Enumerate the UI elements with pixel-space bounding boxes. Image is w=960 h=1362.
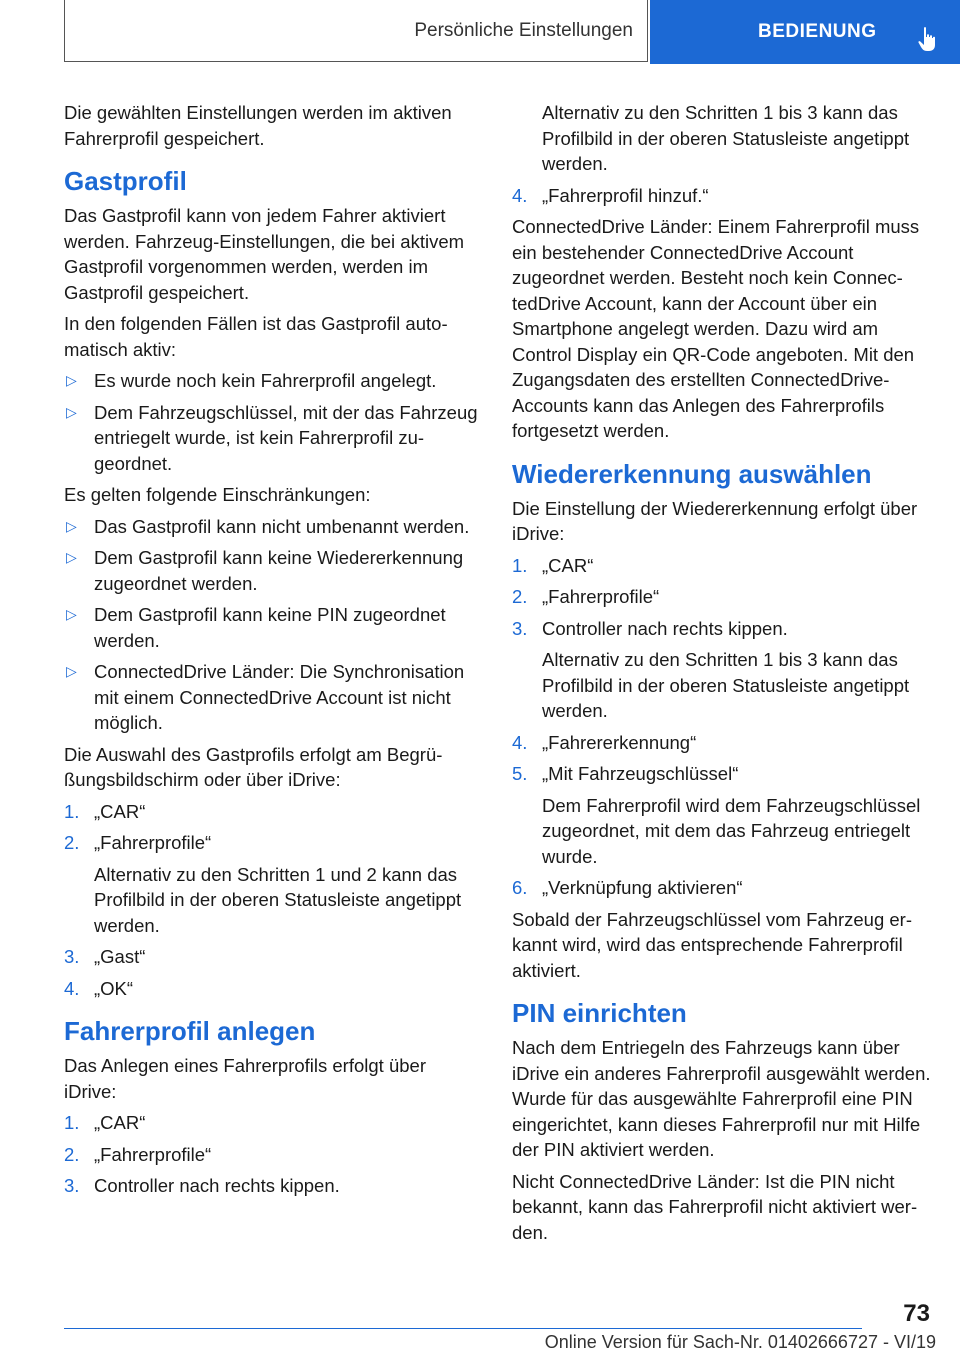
pin-paragraph-2: Nicht ConnectedDrive Länder: Ist die PIN nicht bekannt, kann das Fahrerprofil nicht aktiviert werden. — [512, 1170, 918, 1243]
recog-intro: Die Einstellung der Wiedererkennung erfolgt über iDrive: — [512, 497, 918, 544]
step-item: 4. „OK“ — [64, 977, 134, 999]
create-steps-continued — [512, 183, 932, 209]
gast-cases-list — [64, 368, 480, 476]
step-item: 3. Controller nach rechts kippen. — [64, 1175, 340, 1196]
pin-paragraph-1: Nach dem Entriegeln des Fahrzeugs kann über iDrive ein anderes Fahrerprofil ausgewählt werden. Wurde für das ausgewählte Fahrerprofil eine PIN eingerichtet, kann dieses Fahrerprofil nur mit Hilfe der PIN aktiviert werden. — [512, 1037, 931, 1160]
triangle-bullet-icon: ▷ — [66, 549, 77, 565]
step-note: Alternativ zu den Schritten 1 und 2 kann das Profilbild in der oberen Statusleiste angetippt werden. — [94, 863, 462, 936]
online-version-text: Online Version für Sach-Nr. 01402666727 - VI/19 — [544, 1332, 936, 1352]
step-item: 2. „Fahrerprofile“ — [64, 1143, 212, 1165]
gast-paragraph-1: Das Gastprofil kann von jedem Fahrer aktiviert werden. Fahrzeug-Einstellungen, die bei aktivem Gastprofil vorgenommen werden, werden im Gastprofil gespeichert. — [64, 205, 465, 303]
connected-paragraph: ConnectedDrive Länder: Einem Fahrerprofil muss ein bestehender ConnectedDrive Account zugeordnet werden. Besteht noch kein ConnectedDrive Account, kann der Account über ein Smartphone angelegt werden. Dazu wird am Control Display ein QR-Code angeboten. Mit den Zugangsdaten des erstellten ConnectedDrive-Accounts kann das Anlegen des Fahrerprofils fortgesetzt werden. — [512, 216, 920, 441]
list-item: ▷ Es wurde noch kein Fahrerprofil angelegt. — [64, 368, 480, 394]
select-steps — [64, 799, 480, 1002]
step-item: 3. Controller nach rechts kippen. Alternativ zu den Schritten 1 bis 3 kann das Profilbild in der oberen Statusleiste angetippt werden. — [512, 616, 932, 724]
step-item: 6. „Verknüpfung aktivieren“ — [512, 877, 743, 898]
triangle-bullet-icon: ▷ — [66, 663, 77, 679]
triangle-bullet-icon: ▷ — [66, 517, 77, 534]
step-note: Dem Fahrerprofil wird dem Fahrzeugschlüssel zugeordnet, mit dem das Fahrzeug entriegelt wurde. — [542, 794, 921, 867]
list-item: ▷ ConnectedDrive Länder: Die Synchronisation mit einem ConnectedDrive Account ist nicht möglich. — [66, 661, 465, 733]
select-intro: Die Auswahl des Gastprofils erfolgt am Begrüßungsbildschirm oder über iDrive: — [64, 743, 443, 790]
recog-steps — [512, 553, 932, 901]
list-item: ▷ Dem Gastprofil kann keine Wiedererkennung zugeordnet werden. — [66, 547, 464, 594]
recog-outro: Sobald der Fahrzeugschlüssel vom Fahrzeug erkannt wird, wird das entsprechende Fahrerprofil aktiviert. — [512, 908, 913, 981]
create-steps — [64, 1110, 480, 1199]
step-note: Alternativ zu den Schritten 1 bis 3 kann das Profilbild in der oberen Statusleiste angetippt werden. — [542, 102, 910, 174]
page-header — [64, 0, 960, 64]
heading-pin-einrichten: PIN einrichten — [512, 998, 687, 1028]
step-item: 2. „Fahrerprofile“ Alternativ zu den Schritten 1 und 2 kann das Profilbild in der oberen Statusleiste angetippt werden. — [64, 830, 480, 938]
triangle-bullet-icon: ▷ — [66, 403, 77, 420]
right-column — [512, 100, 932, 1251]
list-item: ▷ Dem Fahrzeugschlüssel, mit der das Fahrzeug entriegelt wurde, ist kein Fahrerprofil zugeordnet. — [66, 401, 478, 474]
page-number: 73 — [903, 1300, 930, 1327]
footer-divider — [64, 1328, 862, 1329]
pointing-hand-icon — [917, 26, 939, 52]
heading-gastprofil: Gastprofil — [64, 166, 187, 196]
heading-wiedererkennung: Wiedererkennung auswählen — [512, 458, 872, 489]
left-column — [64, 100, 480, 1205]
step-item: 1. „CAR“ — [64, 800, 146, 822]
limits-intro: Es gelten folgende Einschränkungen: — [64, 484, 371, 505]
step-item: 5. „Mit Fahrzeugschlüssel“ Dem Fahrerprofil wird dem Fahrzeugschlüssel zugeordnet, mit dem das Fahrzeug entriegelt wurde. — [512, 761, 932, 869]
step-item: 3. „Gast“ — [64, 946, 146, 967]
gast-paragraph-2: In den folgenden Fällen ist das Gastprofil automatisch aktiv: — [64, 313, 448, 360]
heading-fahrerprofil-anlegen: Fahrerprofil anlegen — [64, 1016, 316, 1046]
step-item: 4. „Fahrerprofil hinzuf.“ — [512, 184, 709, 206]
triangle-bullet-icon: ▷ — [66, 372, 77, 388]
step-item: 4. „Fahrererkennung“ — [512, 731, 697, 753]
chapter-title: BEDIENUNG — [758, 21, 877, 42]
step-item: 1. „CAR“ — [512, 554, 594, 576]
list-item: ▷ Dem Gastprofil kann keine PIN zugeordnet werden. — [66, 604, 446, 651]
triangle-bullet-icon: ▷ — [66, 606, 77, 622]
step-item: 1. „CAR“ — [64, 1112, 146, 1133]
list-item: ▷ Das Gastprofil kann nicht umbenannt werden. — [64, 514, 480, 540]
chapter-tab — [650, 0, 960, 64]
step-note: Alternativ zu den Schritten 1 bis 3 kann das Profilbild in der oberen Statusleiste angetippt werden. — [542, 649, 910, 721]
intro-text: Die gewählten Einstellungen werden im aktiven Fahrerprofil gespeichert. — [64, 102, 452, 149]
limits-list — [64, 514, 480, 736]
create-intro: Das Anlegen eines Fahrerprofils erfolgt über iDrive: — [64, 1055, 426, 1102]
section-title: Persönliche Einstellungen — [64, 0, 648, 62]
step-item: 2. „Fahrerprofile“ — [512, 586, 660, 607]
